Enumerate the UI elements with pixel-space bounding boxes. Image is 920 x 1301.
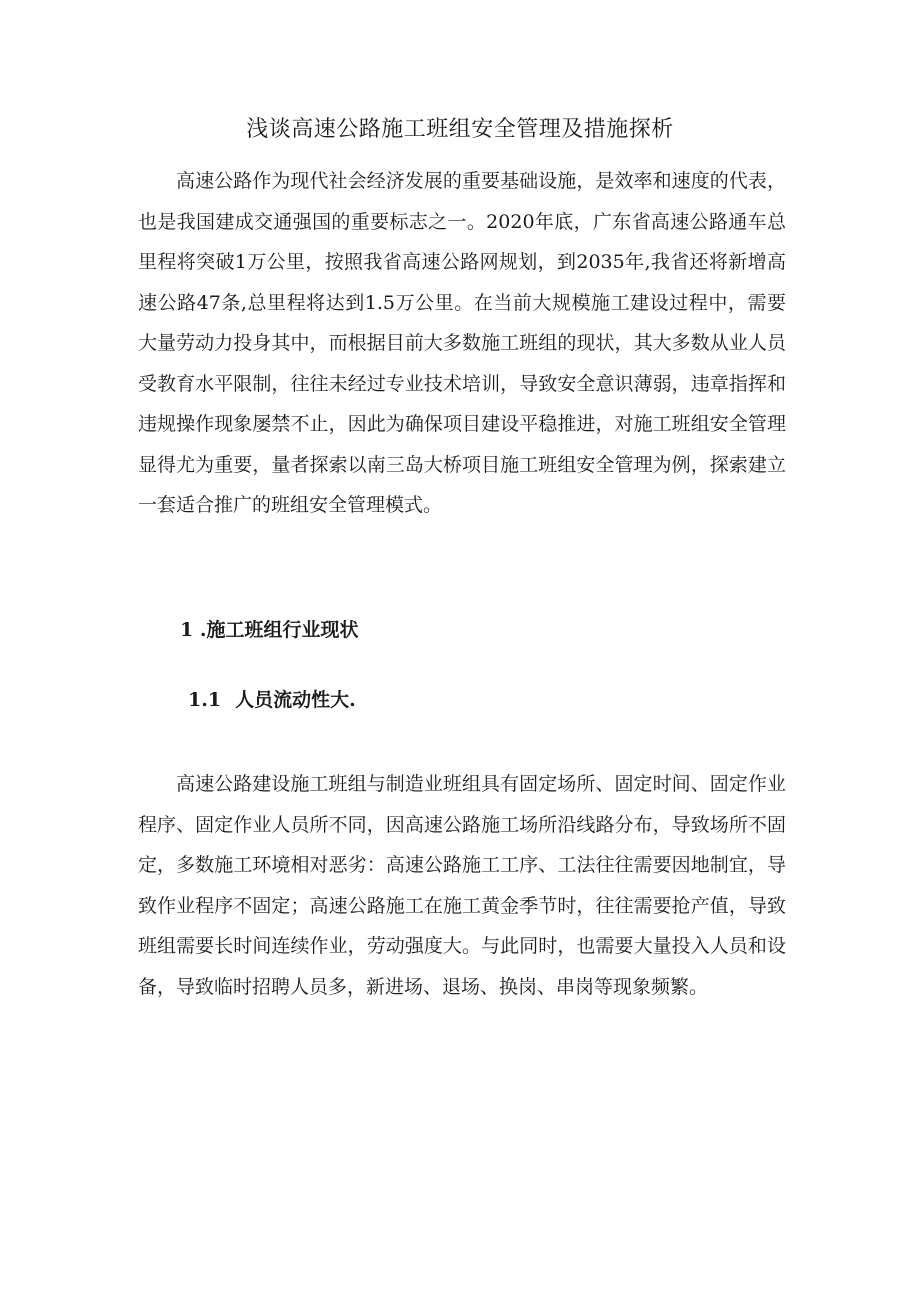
document-title: 浅谈高速公路施工班组安全管理及措施探析 [246,117,674,142]
section-number: 1.1 [188,689,222,711]
section-heading-1: 1 .施工班组行业现状 [180,619,359,641]
paragraph-intro: 高速公路作为现代社会经济发展的重要基础设施，是效率和速度的代表，也是我国建成交通强国的重要标志之一。2020年底，广东省高速公路通车总里程将突破1万公里，按照我省高速公路网规划，到2035年,我省还将新增高速公路47条,总里程将达到1.5万公里。在当前大规模施工建设过程中，需要大量劳动力投身其中，而根据目前大多数施工班组的现状，其大多数从业人员受教育水平限制，往往未经过专业技术培训，导致安全意识薄弱，违章指挥和违规操作现象屡禁不止，因此为确保项目建设平稳推进，对施工班组安全管理显得尤为重要，量者探索以南三岛大桥项目施工班组安全管理为例，探索建立一套适合推广的班组安全管理模式。 [138,170,786,516]
paragraph-section-1-1: 高速公路建设施工班组与制造业班组具有固定场所、固定时间、固定作业程序、固定作业人员所不同，因高速公路施工场所沿线路分布，导致场所不固定，多数施工环境相对恶劣：高速公路施工工序、工法往往需要因地制宜，导致作业程序不固定；高速公路施工在施工黄金季节时，往往需要抢产值，导致班组需要长时间连续作业，劳动强度大。与此同时，也需要大量投入人员和设备，导致临时招聘人员多，新进场、退场、换岗、串岗等现象频繁。 [138,773,786,998]
section-heading-1-1 [188,684,356,716]
section-heading-text: 人员流动性大. [235,689,356,711]
